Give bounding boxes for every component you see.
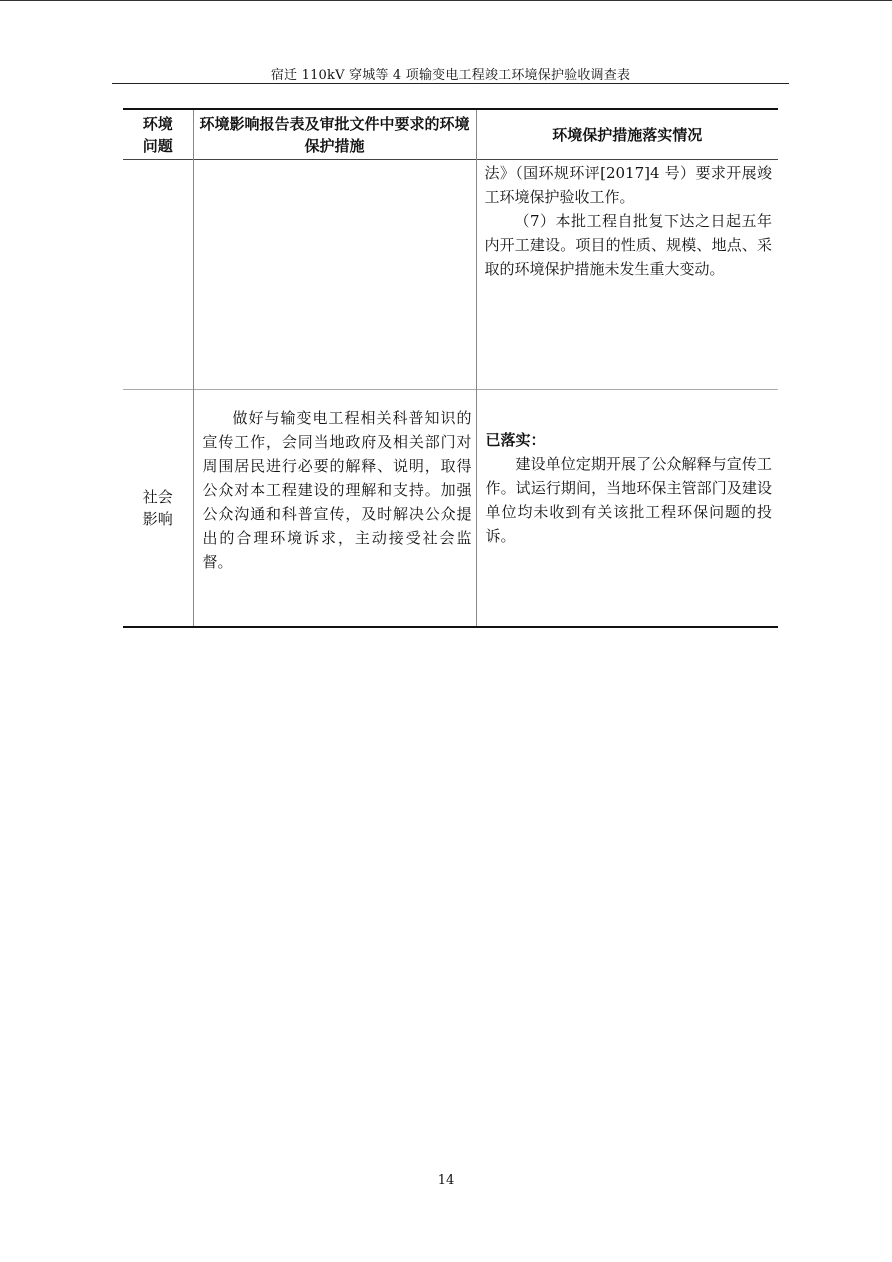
status-label: 已落实： [485, 431, 546, 449]
table-header-row [123, 109, 778, 160]
requirement-paragraph: 做好与输变电工程相关科普知识的宣传工作，会同当地政府及相关部门对周围居民进行必要的解释、说明，取得公众对本工程建设的理解和支持。加强公众沟通和科普宣传，及时解决公众提出的合理环境诉求，主动接受社会监督。 [202, 409, 472, 571]
header-required-measures: 环境影响报告表及审批文件中要求的环境保护措施 [193, 109, 476, 160]
table-row [123, 390, 778, 628]
implementation-paragraph-continued: 法》（国环规环评[2017]4 号）要求开展竣工环境保护验收工作。 [484, 164, 772, 206]
issue-cell-social-impact: 社会影响 [123, 390, 193, 628]
implementation-cell-social-impact [476, 390, 778, 628]
page-number: 14 [437, 1173, 455, 1188]
environmental-measures-table [123, 108, 778, 628]
requirement-cell-social-impact [193, 390, 476, 628]
page-top-border [0, 0, 892, 1]
implementation-paragraph-item-7: （7）本批工程自批复下达之日起五年内开工建设。项目的性质、规模、地点、采取的环境保护措施未发生重大变动。 [484, 212, 772, 278]
table-row [123, 160, 778, 390]
header-implementation-status: 环境保护措施落实情况 [552, 125, 703, 144]
issue-cell-empty [123, 160, 193, 390]
header-environment-issue: 环境问题 [123, 109, 193, 160]
implementation-cell [476, 160, 778, 390]
requirement-cell-empty [193, 160, 476, 390]
document-header-title: 宿迁 110kV 穿城等 4 项输变电工程竣工环境保护验收调查表 [270, 68, 631, 83]
implementation-paragraph: 建设单位定期开展了公众解释与宣传工作。试运行期间，当地环保主管部门及建设单位均未收到有关该批工程环保问题的投诉。 [485, 455, 772, 545]
header-rule [112, 83, 789, 84]
